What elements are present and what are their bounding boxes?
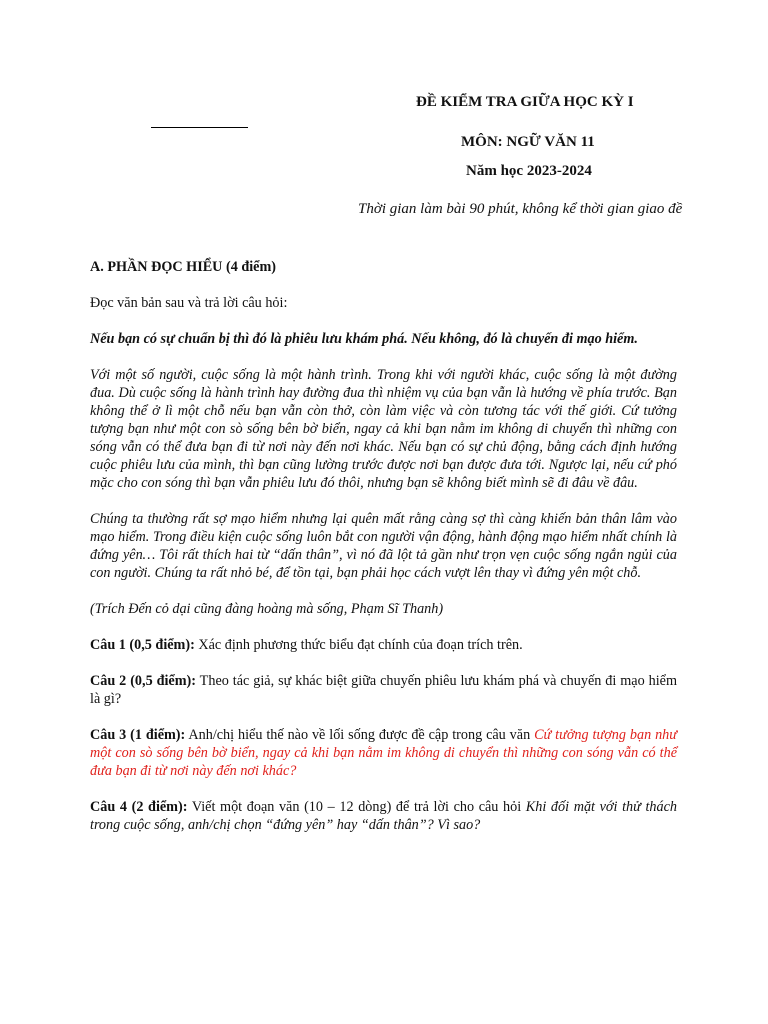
passage-quote: Nếu bạn có sự chuẩn bị thì đó là phiêu lưu khám phá. Nếu không, đó là chuyến đi mạo hiểm. (90, 331, 638, 347)
exam-title: ĐỀ KIỂM TRA GIỮA HỌC KỲ I (416, 94, 634, 110)
question-1-text: Xác định phương thức biểu đạt chính của đoạn trích trên. (194, 637, 523, 653)
question-3-highlight: Cứ tưởng tượng bạn như một con sò sống bên bờ biển, ngay cả khi bạn nằm im không di chuyển thì những con sóng vẫn có thể đưa bạn đi từ nơi này đến nơi khác? (90, 727, 677, 779)
passage-source: (Trích Đến cỏ dại cũng đàng hoàng mà sống, Phạm Sĩ Thanh) (90, 601, 444, 617)
question-3-label: Câu 3 (1 điểm): (90, 727, 186, 743)
exam-time: Thời gian làm bài 90 phút, không kể thời gian giao đề (358, 201, 683, 217)
reading-instruction: Đọc văn bản sau và trả lời câu hỏi: (90, 295, 288, 311)
question-1 (90, 636, 677, 654)
section-a-title: A. PHẦN ĐỌC HIỂU (4 điểm) (90, 259, 277, 275)
question-1-label: Câu 1 (0,5 điểm): (90, 637, 195, 653)
question-3 (90, 726, 677, 780)
passage-paragraph-1: Với một số người, cuộc sống là một hành trình. Trong khi với người khác, cuộc sống là một đường đua. Dù cuộc sống là hành trình hay đường đua thì nhiệm vụ của bạn vẫn là hướng về phía trước. Bạn không thể ở lì một chỗ nếu bạn vẫn còn thở, còn làm việc và còn tương tác với thế giới. Cứ tưởng tượng bạn như một con sò sống bên bờ biển, ngay cả khi bạn nằm im không di chuyển thì những con sóng vẫn có thể đưa bạn đi từ nơi này đến nơi khác. Nếu bạn có sự chủ động, bằng cách định hướng cuộc phiêu lưu của mình, thì bạn cũng lường trước được nơi bạn được đưa tới. Ngược lại, nếu cứ phó mặc cho con sóng thì bạn vẫn phiêu lưu đó thôi, nhưng bạn sẽ không biết mình sẽ đi đâu về đâu. (90, 367, 677, 491)
passage-paragraph-2: Chúng ta thường rất sợ mạo hiểm nhưng lại quên mất rằng càng sợ thì càng khiến bản thân lâm vào mạo hiểm. Trong điều kiện cuộc sống luôn bắt con người vận động, hành động mạo hiểm nhất chính là đứng yên… Tôi rất thích hai từ “dấn thân”, vì nó đã lột tả gần như trọn vẹn cuộc sống ngắn ngủi của con người. Chúng ta rất nhỏ bé, để tồn tại, bạn phải học cách vượt lên thay vì đứng yên một chỗ. (90, 511, 677, 581)
question-4-italic: Khi đối mặt với thử thách trong cuộc sống, anh/chị chọn “đứng yên” hay “dấn thân”? Vì sao? (90, 799, 677, 833)
question-2 (90, 672, 677, 708)
question-2-text: Theo tác giả, sự khác biệt giữa chuyến phiêu lưu khám phá và chuyến đi mạo hiểm là gì? (90, 673, 677, 707)
document-body (90, 258, 677, 852)
question-4-text: Viết một đoạn văn (10 – 12 dòng) để trả lời cho câu hỏi (187, 799, 526, 815)
question-2-label: Câu 2 (0,5 điểm): (90, 673, 196, 689)
exam-year: Năm học 2023-2024 (466, 163, 592, 179)
header-underline (151, 127, 248, 128)
question-4 (90, 798, 677, 834)
exam-subject: MÔN: NGỮ VĂN 11 (461, 134, 595, 150)
question-4-label: Câu 4 (2 điểm): (90, 799, 188, 815)
question-3-text: Anh/chị hiểu thế nào về lối sống được đề cập trong câu văn (185, 727, 535, 743)
